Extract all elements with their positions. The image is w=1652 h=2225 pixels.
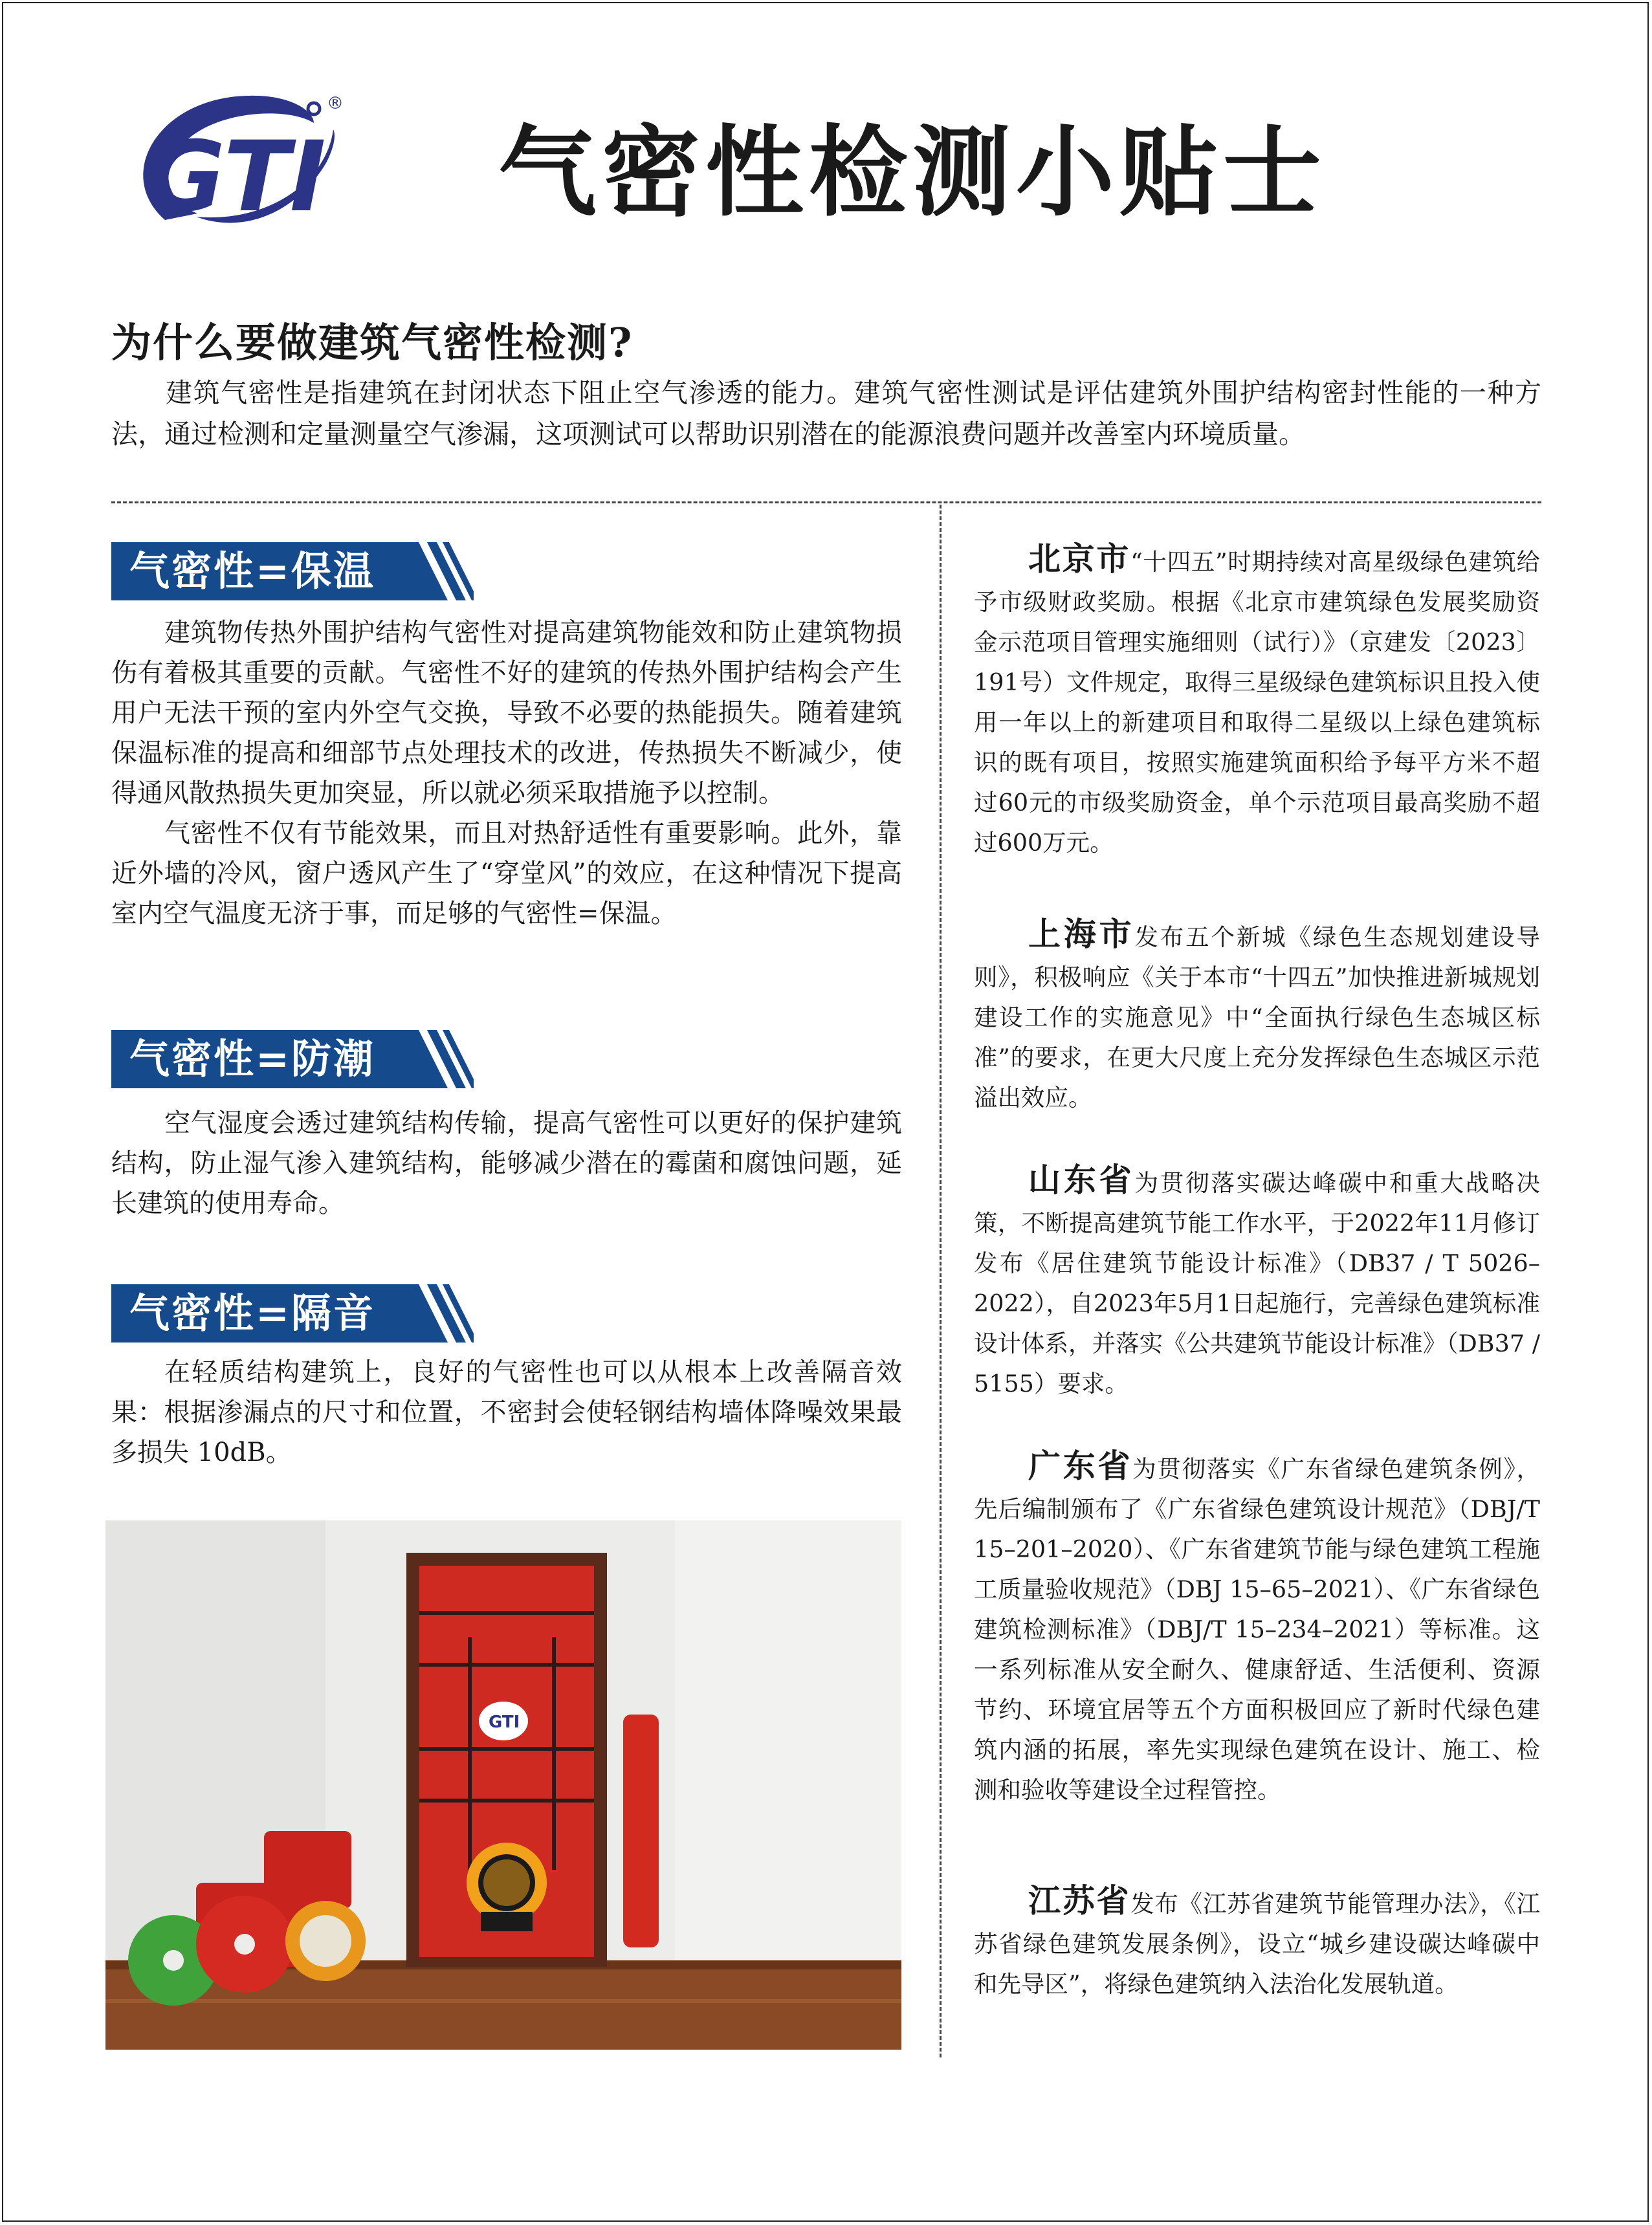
gti-logo <box>120 84 353 265</box>
door-logo: GTI <box>489 1713 520 1732</box>
policy-region: 江苏省 <box>1028 1881 1131 1920</box>
policy-jiangsu <box>974 1881 1540 2004</box>
policy-text: 为贯彻落实《广东省绿色建筑条例》，先后编制颁布了《广东省绿色建筑设计规范》（DBJ/T 15–201–2020）、《广东省建筑节能与绿色建筑工程施工质量验收规范》（DBJ 15–65–2021）、《广东省绿色建筑检测标准》（DBJ/T 15–234–2021）等标准。这一系列标准从安全耐久、健康舒适、生活便利、资源节约、环境宜居等五个方面积极回应了新时代绿色建筑内涵的拓展，率先实现绿色建筑在设计、施工、检测和验收等建设全过程管控。 <box>974 1455 1541 1804</box>
section-banner-insulation <box>111 542 474 600</box>
policy-guangdong <box>974 1446 1540 1810</box>
section-banner-sound <box>111 1284 474 1343</box>
policy-shanghai <box>974 914 1540 1118</box>
policy-shandong <box>974 1160 1540 1404</box>
policy-text: 发布五个新城《绿色生态规划建设导则》，积极响应《关于本市“十四五”加快推进新城规划建设工作的实施意见》中“全面执行绿色生态城区标准”的要求，在更大尺度上充分发挥绿色生态城区示范溢出效应。 <box>974 923 1540 1112</box>
section-body-moisture <box>111 1103 902 1223</box>
registered-mark: ® <box>327 94 344 113</box>
policy-text: 为贯彻落实碳达峰碳中和重大战略决策，不断提高建筑节能工作水平，于2022年11月修订发布《居住建筑节能设计标准》（DB37 / T 5026–2022），自2023年5月1日起施行，完善绿色建筑标准设计体系，并落实《公共建筑节能设计标准》（DB37 / 5155）要求。 <box>974 1169 1540 1397</box>
vertical-divider <box>940 505 942 2057</box>
policy-region: 山东省 <box>1028 1161 1135 1199</box>
paragraph: 气密性不仅有节能效果，而且对热舒适性有重要影响。此外，靠近外墙的冷风，窗户透风产生了“穿堂风”的效应，在这种情况下提高室内空气温度无济于事，而足够的气密性=保温。 <box>111 818 902 928</box>
paragraph: 在轻质结构建筑上，良好的气密性也可以从根本上改善隔音效果：根据渗漏点的尺寸和位置，不密封会使轻钢结构墙体降噪效果最多损失 10dB。 <box>111 1357 902 1467</box>
policy-text: 发布《江苏省建筑节能管理办法》，《江苏省绿色建筑发展条例》，设立“城乡建设碳达峰碳中和先导区”，将绿色建筑纳入法治化发展轨道。 <box>974 1890 1541 1998</box>
section-body-insulation <box>111 613 902 934</box>
blower-door-photo <box>105 1520 901 2050</box>
banner-label: 气密性=防潮 <box>129 1035 375 1082</box>
horizontal-divider <box>111 501 1541 503</box>
policy-region: 广东省 <box>1028 1447 1133 1485</box>
paragraph: 建筑物传热外围护结构气密性对提高建筑物能效和防止建筑物损伤有着极其重要的贡献。气密性不好的建筑的传热外围护结构会产生用户无法干预的室内外空气交换，导致不必要的热能损失。随着建筑保温标准的提高和细部节点处理技术的改进，传热损失不断减少，使得通风散热损失更加突显，所以就必须采取措施予以控制。 <box>111 618 902 808</box>
policy-region: 上海市 <box>1028 915 1135 953</box>
banner-label: 气密性=隔音 <box>129 1289 375 1337</box>
blower-door-illustration <box>105 1520 901 2050</box>
paragraph: 空气湿度会透过建筑结构传输，提高气密性可以更好的保护建筑结构，防止湿气渗入建筑结构，能够减少潜在的霉菌和腐蚀问题，延长建筑的使用寿命。 <box>111 1108 902 1218</box>
policy-region: 北京市 <box>1028 540 1131 578</box>
policy-beijing <box>974 539 1540 863</box>
svg-text:GTI: GTI <box>146 121 326 234</box>
banner-label: 气密性=保温 <box>129 547 375 595</box>
page-title: 气密性检测小贴士 <box>498 114 1327 230</box>
section-body-sound <box>111 1352 902 1473</box>
policy-text: “十四五”时期持续对高星级绿色建筑给予市级财政奖励。根据《北京市建筑绿色发展奖励资金示范项目管理实施细则（试行）》（京建发〔2023〕191号）文件规定，取得三星级绿色建筑标识且投入使用一年以上的新建项目和取得二星级以上绿色建筑标识的既有项目，按照实施建筑面积给予每平方米不超过60元的市级奖励资金，单个示范项目最高奖励不超过600万元。 <box>974 548 1541 857</box>
intro-paragraph: 建筑气密性是指建筑在封闭状态下阻止空气渗透的能力。建筑气密性测试是评估建筑外围护结构密封性能的一种方法，通过检测和定量测量空气渗漏，这项测试可以帮助识别潜在的能源浪费问题并改善室内环境质量。 <box>111 377 1541 450</box>
gti-logo-icon <box>120 84 353 265</box>
intro-heading: 为什么要做建筑气密性检测? <box>111 319 633 366</box>
section-banner-moisture <box>111 1030 474 1088</box>
